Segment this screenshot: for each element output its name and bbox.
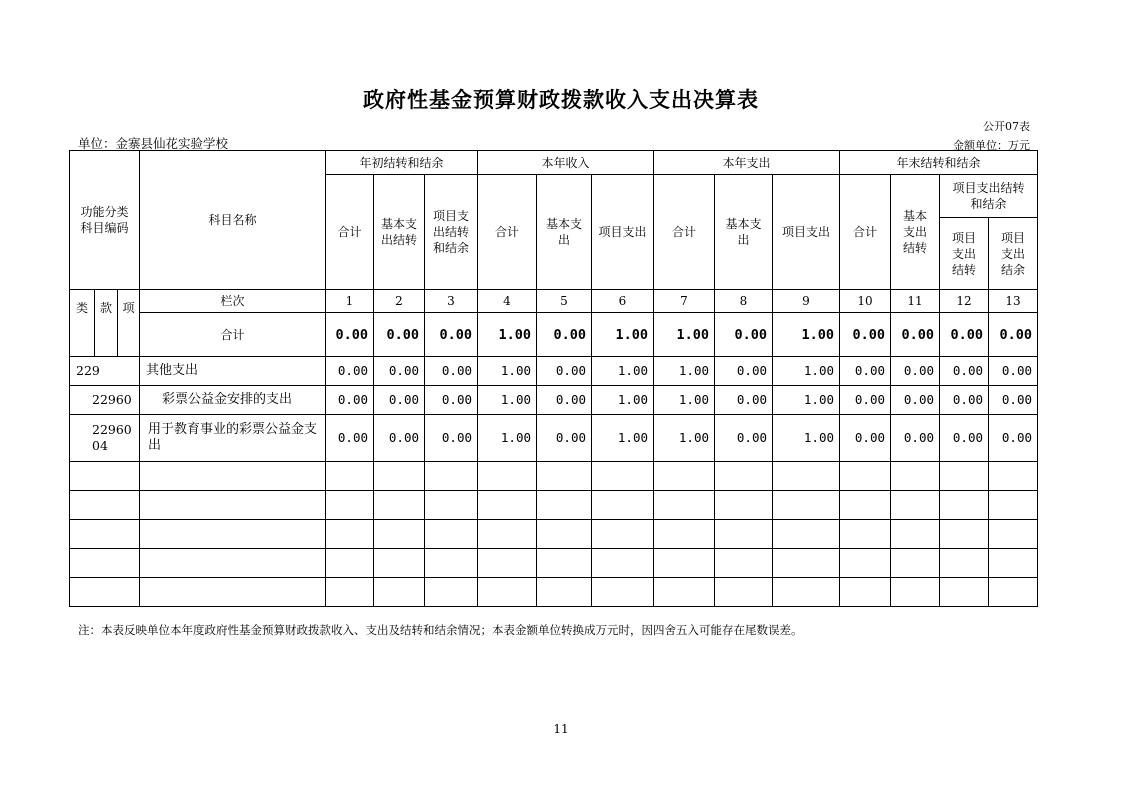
value-cell: 1.00 (654, 386, 715, 415)
value-cell: 0.00 (326, 386, 374, 415)
value-cell: 1.00 (478, 386, 537, 415)
empty-cell (140, 491, 326, 520)
empty-cell (326, 520, 374, 549)
value-cell: 0.00 (425, 357, 478, 386)
empty-row (70, 462, 1038, 491)
value-cell: 0.00 (840, 357, 891, 386)
empty-cell (425, 462, 478, 491)
empty-cell (478, 549, 537, 578)
group-expense-header: 本年支出 (654, 151, 840, 175)
total-value-cell: 0.00 (940, 313, 989, 357)
value-cell: 0.00 (840, 386, 891, 415)
empty-cell (537, 520, 592, 549)
kuan-header: 款 (95, 290, 118, 357)
value-cell: 1.00 (654, 357, 715, 386)
subject-code-cell: 2296004 (70, 415, 140, 462)
total-value-cell: 0.00 (374, 313, 425, 357)
empty-cell (374, 462, 425, 491)
value-cell: 0.00 (374, 415, 425, 462)
subject-code-cell: 22960 (70, 386, 140, 415)
total-value-cell: 0.00 (326, 313, 374, 357)
empty-cell (989, 520, 1038, 549)
empty-cell (840, 578, 891, 607)
column-index-cell: 4 (478, 290, 537, 313)
column-index-cell: 7 (654, 290, 715, 313)
end-project-group-header: 项目支出结转 和结余 (940, 175, 1038, 218)
column-index-cell: 1 (326, 290, 374, 313)
empty-cell (891, 462, 940, 491)
empty-cell (70, 520, 140, 549)
begin-project-header: 项目支 出结转 和结余 (425, 175, 478, 290)
empty-cell (840, 549, 891, 578)
value-cell: 1.00 (478, 415, 537, 462)
empty-cell (537, 491, 592, 520)
lei-header: 类 (70, 290, 95, 357)
empty-cell (425, 491, 478, 520)
value-cell: 0.00 (537, 415, 592, 462)
end-project-carry-header: 项目 支出 结转 (940, 218, 989, 290)
empty-cell (654, 578, 715, 607)
end-basic-header: 基本 支出 结转 (891, 175, 940, 290)
income-total-header: 合计 (478, 175, 537, 290)
expense-basic-header: 基本支 出 (715, 175, 773, 290)
column-index-cell: 9 (773, 290, 840, 313)
empty-cell (326, 462, 374, 491)
total-value-cell: 1.00 (773, 313, 840, 357)
value-cell: 1.00 (592, 386, 654, 415)
empty-cell (478, 520, 537, 549)
table-row (70, 386, 1038, 415)
value-cell: 1.00 (592, 357, 654, 386)
total-value-cell: 0.00 (425, 313, 478, 357)
value-cell: 0.00 (940, 386, 989, 415)
empty-cell (326, 549, 374, 578)
empty-cell (70, 491, 140, 520)
value-cell: 0.00 (989, 415, 1038, 462)
empty-cell (891, 549, 940, 578)
unit-label: 单位：金寨县仙花实验学校 (78, 136, 229, 151)
empty-cell (940, 520, 989, 549)
footnote: 注：本表反映单位本年度政府性基金预算财政拨款收入、支出及结转和结余情况；本表金额单位转换成万元时，因四舍五入可能存在尾数误差。 (78, 623, 803, 637)
empty-cell (654, 462, 715, 491)
value-cell: 0.00 (374, 386, 425, 415)
group-begin-header: 年初结转和结余 (326, 151, 478, 175)
subject-name-cell: 彩票公益金安排的支出 (140, 386, 326, 415)
empty-cell (715, 578, 773, 607)
column-index-cell: 13 (989, 290, 1038, 313)
subject-name-cell: 用于教育事业的彩票公益金支出 (140, 415, 326, 462)
value-cell: 1.00 (773, 357, 840, 386)
empty-cell (374, 491, 425, 520)
empty-cell (654, 520, 715, 549)
value-cell: 0.00 (425, 415, 478, 462)
value-cell: 0.00 (840, 415, 891, 462)
total-row-label: 合计 (140, 313, 326, 357)
empty-cell (425, 520, 478, 549)
empty-cell (773, 491, 840, 520)
group-income-header: 本年收入 (478, 151, 654, 175)
empty-cell (773, 462, 840, 491)
table-row (70, 357, 1038, 386)
value-cell: 0.00 (326, 415, 374, 462)
empty-cell (537, 578, 592, 607)
func-code-header: 功能分类 科目编码 (70, 151, 140, 290)
empty-row (70, 491, 1038, 520)
column-index-cell: 10 (840, 290, 891, 313)
empty-cell (592, 549, 654, 578)
total-value-cell: 0.00 (891, 313, 940, 357)
empty-cell (592, 578, 654, 607)
empty-cell (891, 491, 940, 520)
value-cell: 1.00 (773, 386, 840, 415)
empty-cell (140, 462, 326, 491)
empty-cell (989, 578, 1038, 607)
table-code: 公开07表 (983, 120, 1030, 133)
xiang-header: 项 (118, 290, 140, 357)
value-cell: 0.00 (537, 357, 592, 386)
total-value-cell: 0.00 (989, 313, 1038, 357)
value-cell: 0.00 (537, 386, 592, 415)
end-project-balance-header: 项目 支出 结余 (989, 218, 1038, 290)
empty-cell (840, 491, 891, 520)
expense-total-header: 合计 (654, 175, 715, 290)
empty-cell (592, 491, 654, 520)
empty-cell (70, 462, 140, 491)
empty-cell (715, 491, 773, 520)
column-index-cell: 11 (891, 290, 940, 313)
total-value-cell: 1.00 (478, 313, 537, 357)
column-index-cell: 12 (940, 290, 989, 313)
value-cell: 0.00 (891, 357, 940, 386)
empty-cell (989, 491, 1038, 520)
value-cell: 1.00 (654, 415, 715, 462)
value-cell: 0.00 (940, 415, 989, 462)
empty-cell (940, 578, 989, 607)
empty-cell (70, 578, 140, 607)
value-cell: 0.00 (715, 415, 773, 462)
empty-cell (715, 520, 773, 549)
empty-cell (70, 549, 140, 578)
empty-cell (374, 549, 425, 578)
income-project-header: 项目支出 (592, 175, 654, 290)
empty-cell (374, 578, 425, 607)
empty-cell (326, 578, 374, 607)
table-row (70, 415, 1038, 462)
income-basic-header: 基本支 出 (537, 175, 592, 290)
empty-cell (326, 491, 374, 520)
total-value-cell: 1.00 (592, 313, 654, 357)
empty-cell (537, 462, 592, 491)
value-cell: 0.00 (989, 386, 1038, 415)
value-cell: 0.00 (326, 357, 374, 386)
empty-cell (715, 549, 773, 578)
value-cell: 0.00 (891, 415, 940, 462)
empty-cell (989, 549, 1038, 578)
empty-cell (425, 578, 478, 607)
value-cell: 0.00 (425, 386, 478, 415)
empty-cell (140, 549, 326, 578)
empty-cell (478, 462, 537, 491)
total-value-cell: 0.00 (537, 313, 592, 357)
empty-cell (773, 520, 840, 549)
column-index-label: 栏次 (140, 290, 326, 313)
empty-cell (891, 578, 940, 607)
empty-cell (425, 549, 478, 578)
begin-basic-header: 基本支 出结转 (374, 175, 425, 290)
value-cell: 0.00 (940, 357, 989, 386)
empty-cell (891, 520, 940, 549)
value-cell: 1.00 (592, 415, 654, 462)
value-cell: 1.00 (773, 415, 840, 462)
value-cell: 0.00 (715, 357, 773, 386)
empty-cell (773, 578, 840, 607)
empty-row (70, 549, 1038, 578)
total-value-cell: 1.00 (654, 313, 715, 357)
empty-row (70, 520, 1038, 549)
subject-code-cell: 229 (70, 357, 140, 386)
empty-cell (140, 578, 326, 607)
value-cell: 0.00 (989, 357, 1038, 386)
value-cell: 0.00 (374, 357, 425, 386)
money-unit: 金额单位：万元 (953, 139, 1030, 152)
column-index-cell: 3 (425, 290, 478, 313)
empty-cell (840, 462, 891, 491)
empty-cell (940, 549, 989, 578)
total-value-cell: 0.00 (715, 313, 773, 357)
empty-cell (989, 462, 1038, 491)
empty-cell (374, 520, 425, 549)
page-title: 政府性基金预算财政拨款收入支出决算表 (363, 87, 759, 112)
column-index-cell: 5 (537, 290, 592, 313)
begin-total-header: 合计 (326, 175, 374, 290)
value-cell: 1.00 (478, 357, 537, 386)
empty-cell (840, 520, 891, 549)
expense-project-header: 项目支出 (773, 175, 840, 290)
empty-cell (940, 462, 989, 491)
column-index-cell: 8 (715, 290, 773, 313)
empty-row (70, 578, 1038, 607)
empty-cell (940, 491, 989, 520)
column-index-cell: 6 (592, 290, 654, 313)
empty-cell (140, 520, 326, 549)
column-index-cell: 2 (374, 290, 425, 313)
empty-cell (592, 462, 654, 491)
empty-cell (478, 578, 537, 607)
value-cell: 0.00 (715, 386, 773, 415)
value-cell: 0.00 (891, 386, 940, 415)
empty-cell (654, 491, 715, 520)
total-value-cell: 0.00 (840, 313, 891, 357)
empty-cell (592, 520, 654, 549)
subject-name-cell: 其他支出 (140, 357, 326, 386)
end-total-header: 合计 (840, 175, 891, 290)
empty-cell (715, 462, 773, 491)
page-number: 11 (553, 722, 569, 736)
subject-name-header: 科目名称 (140, 151, 326, 290)
group-end-header: 年末结转和结余 (840, 151, 1038, 175)
empty-cell (478, 491, 537, 520)
empty-cell (537, 549, 592, 578)
budget-table (69, 150, 1038, 607)
empty-cell (773, 549, 840, 578)
empty-cell (654, 549, 715, 578)
